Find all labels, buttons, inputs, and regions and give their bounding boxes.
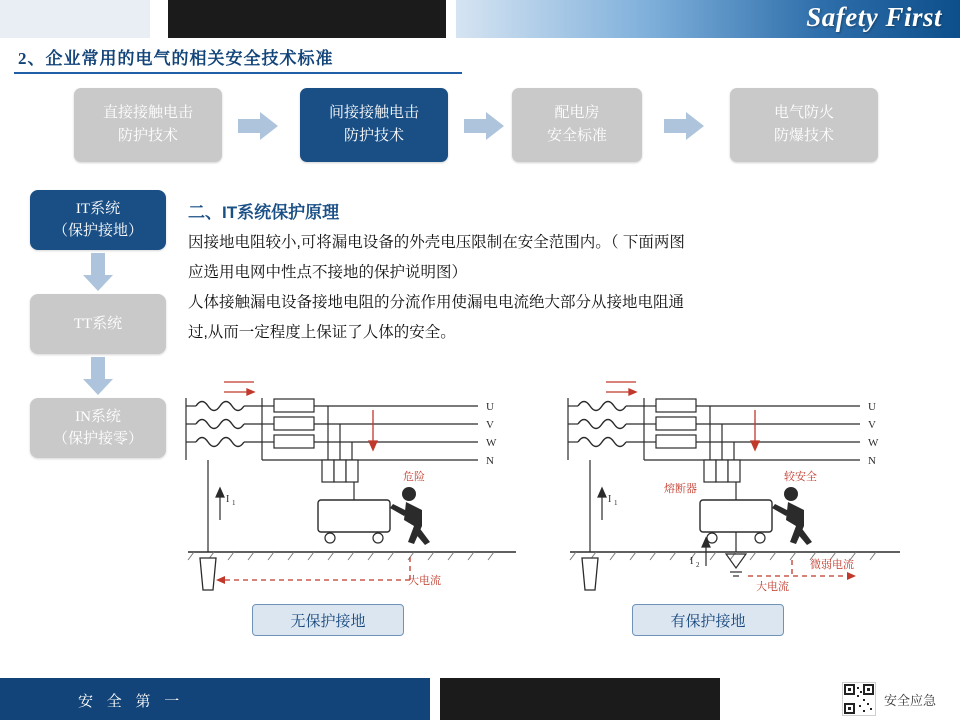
chain-step-2-line2: 防护技术 (343, 128, 404, 144)
svg-text:I: I (608, 494, 612, 505)
brand-title: Safety First (806, 2, 942, 32)
nav-item-in-system[interactable] (30, 398, 166, 458)
nav-arrow-1-icon (30, 250, 166, 294)
svg-text:大电流: 大电流 (408, 575, 441, 587)
chain-step-1-line2: 防护技术 (117, 128, 178, 144)
qr-code-icon (842, 682, 876, 716)
footer-segment-dark (440, 678, 720, 720)
chain-arrow-1-icon (238, 112, 278, 140)
svg-text:V: V (868, 419, 876, 431)
chain-step-1[interactable] (74, 88, 222, 162)
footer-qr-block (842, 682, 936, 716)
process-chain (0, 88, 960, 166)
chain-step-4-line2: 防爆技术 (773, 128, 834, 144)
top-banner-gap-2 (446, 0, 456, 38)
chain-arrow-3-icon (664, 112, 704, 140)
top-banner (0, 0, 960, 38)
svg-text:N: N (868, 455, 876, 467)
footer-bar (0, 678, 960, 720)
chain-step-2[interactable] (300, 88, 448, 162)
chain-step-3[interactable] (512, 88, 642, 162)
chain-step-3-line2: 安全标准 (546, 128, 607, 144)
svg-text:N: N (486, 455, 494, 467)
chain-step-4[interactable] (730, 88, 878, 162)
title-underline (14, 72, 462, 74)
chain-step-2-line1: 间接接触电击 (328, 104, 419, 121)
top-banner-gap-1 (150, 0, 168, 38)
footer-label: 安 全 第 一 (78, 694, 185, 710)
nav-item-tt-system[interactable] (30, 294, 166, 354)
svg-text:U: U (868, 401, 876, 413)
figure-right-caption: 有保护接地 (632, 604, 784, 636)
page-title: 2、企业常用的电气的相关安全技术标准 (18, 49, 334, 68)
nav-item-it-system[interactable] (30, 190, 166, 250)
chain-arrow-2-icon (464, 112, 504, 140)
nav-item-in-system-line1: IN系统 (75, 408, 121, 425)
svg-text:熔断器: 熔断器 (664, 483, 697, 495)
system-nav (30, 190, 170, 458)
footer-segment-blue (0, 678, 430, 720)
svg-text:2: 2 (696, 561, 700, 569)
chain-step-3-line1: 配电房 (554, 104, 600, 121)
footer-gap (430, 678, 440, 720)
svg-text:V: V (486, 419, 494, 431)
nav-item-tt-system-line1: TT系统 (73, 315, 123, 332)
svg-text:W: W (486, 437, 497, 449)
chain-step-4-line1: 电气防火 (773, 104, 834, 121)
svg-text:较安全: 较安全 (784, 471, 817, 483)
svg-text:I: I (690, 556, 694, 567)
svg-text:大电流: 大电流 (756, 581, 789, 593)
top-banner-segment-dark (168, 0, 446, 38)
nav-item-in-system-line2: （保护接零） (52, 431, 143, 447)
content-body (188, 228, 894, 348)
content-paragraph-4: 过,从而一定程度上保证了人体的安全。 (188, 324, 456, 341)
svg-text:微弱电流: 微弱电流 (810, 559, 854, 571)
figure-left-current-label: I (226, 494, 230, 505)
figure-left-caption: 无保护接地 (252, 604, 404, 636)
top-banner-segment-light (0, 0, 150, 38)
svg-text:1: 1 (232, 499, 236, 507)
svg-text:U: U (486, 401, 494, 413)
content-paragraph-1: 因接地电阻较小,可将漏电设备的外壳电压限制在安全范围内。（ 下面两图 (188, 234, 685, 251)
svg-text:W: W (868, 437, 879, 449)
nav-item-it-system-line1: IT系统 (75, 200, 121, 217)
content-heading: 二、IT系统保护原理 (188, 203, 340, 222)
svg-text:危险: 危险 (403, 471, 425, 483)
nav-arrow-2-icon (30, 354, 166, 398)
qr-label: 安全应急 (883, 692, 936, 708)
content-paragraph-2: 应选用电网中性点不接地的保护说明图） (188, 264, 468, 281)
nav-item-it-system-line2: （保护接地） (52, 223, 143, 239)
svg-text:1: 1 (614, 499, 618, 507)
chain-step-1-line1: 直接接触电击 (102, 104, 193, 121)
content-paragraph-3: 人体接触漏电设备接地电阻的分流作用使漏电电流绝大部分从接地电阻通 (188, 294, 685, 311)
